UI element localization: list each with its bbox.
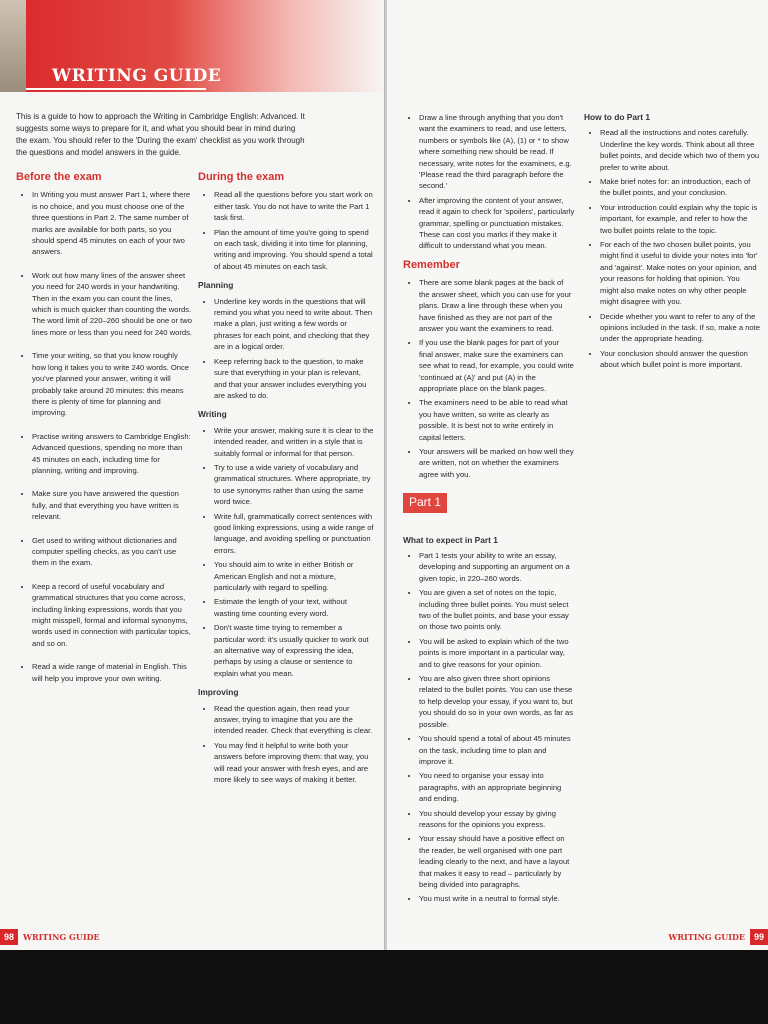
list-item: • You may find it helpful to write both your answers before improving them: that way, you will read your answer with fresh eyes, and are more likely to see ways of making it better. [214,740,374,786]
planning-heading: Planning [198,280,234,291]
right-footer [663,928,768,946]
list-item: • Your introduction could explain why the topic is important, for example, and refer to how the two bullet points relate to the topic. [600,202,760,236]
during-exam-column [198,172,374,789]
intro-paragraph: This is a guide to how to approach the Writing in Cambridge English: Advanced. It suggests some ways to prepare for it, and what you should bear in mind during the exam. You should refer to the 'During the exam' checklist as you work through the questions and model answers in the guide. [16,112,305,157]
howto-heading: How to do Part 1 [584,112,651,122]
continued-list [403,112,575,252]
left-page [0,0,385,950]
footer-label-left: WRITING GUIDE [23,932,100,942]
list-item: • There are some blank pages at the back of the answer sheet, which you can use for your plans. Draw a line through these when you have finished as they are not part of the answer you want the examiners to read. [419,277,575,334]
expect-heading: What to expect in Part 1 [403,534,498,545]
improving-heading: Improving [198,687,239,698]
before-exam-column [16,172,192,696]
list-item: • Time your writing, so that you know roughly how long it takes you to write 240 words. Once you've planned your answer, writing it will probably take around 20 minutes: this means there is plenty of time for planning and improving. [32,350,192,418]
list-item: • You are also given three short opinions related to the bullet points. You can use these to help develop your essay, if you want to, but you should do so in your own words, as far as possible. [419,673,575,730]
list-item: • Draw a line through anything that you don't want the examiners to read, and use letters, numbers or symbols like (A), (1) or * to show where something new should be read. If necessary, write notes for the examiners, e.g. 'Please read the third paragraph before the second.' [419,112,575,192]
list-item: • Estimate the length of your text, without wasting time counting every word. [214,596,374,619]
scan-background [0,950,768,1024]
expect-list [403,550,575,905]
title-underline [26,88,206,90]
list-item: • Write full, grammatically correct sentences with good linking expressions, using a wide range of language, and avoiding spelling or punctuation errors. [214,511,374,557]
list-item: • Your conclusion should answer the question about which bullet point is more important. [600,348,760,371]
list-item: • Write your answer, making sure it is clear to the intended reader, and written in a style that is suitably formal or informal for that person. [214,425,374,459]
list-item: • Don't waste time trying to remember a particular word: it's usually quicker to work out an alternative way of expressing the idea, perhaps by using a clause or sentence to explain what you mean. [214,622,374,679]
list-item: • Get used to writing without dictionaries and computer spelling checks, as you can't use them in the exam. [32,535,192,569]
list-item: • Practise writing answers to Cambridge English: Advanced questions, spending no more than 45 minutes on each, including time for planning, writing and improving. [32,431,192,477]
list-item: • If you use the blank pages for part of your final answer, make sure the examiners can see what to read, for example, you could write 'continued at (A)' and put (A) in the appropriate place on the blank pages. [419,337,575,394]
list-item: • Keep a record of useful vocabulary and grammatical structures that you come across, including linking expressions, words that you might misspell, formal and informal synonyms, words used in connection with particular topics, and so on. [32,581,192,649]
page-number-right: 99 [750,929,768,945]
list-item: • You must write in a neutral to formal style. [419,893,575,904]
list-item: • Read all the instructions and notes carefully. Underline the key words. Think about all three bullet points, and decide which two of them you prefer to write about. [600,127,760,173]
list-item: • In Writing you must answer Part 1, where there is no choice, and you must choose one of the three questions in Part 2. The same number of marks are available for both parts, so you should spend 45 minutes on each of your two answers. [32,189,192,257]
remember-heading: Remember [403,258,460,271]
right-first-column [403,112,575,908]
list-item: • Read all the questions before you start work on either task. You do not have to write the Part 1 task first. [214,189,374,223]
writing-heading: Writing [198,409,227,420]
list-item: • Your essay should have a positive effect on the reader, be well organised with one part leading clearly to the next, and have a layout that makes it easy to read – particularly by being divided into paragraphs. [419,833,575,890]
page-title: WRITING GUIDE [52,66,222,86]
page-number-left: 98 [0,929,18,945]
list-item: • You need to organise your essay into paragraphs, with an appropriate beginning and ending. [419,770,575,804]
list-item: • You will be asked to explain which of the two points is more important in a particular way, and to give reasons for your opinion. [419,636,575,670]
during-exam-list [198,189,374,272]
list-item: • Underline key words in the questions that will remind you what you need to write about. Then make a plan, just writing a few words or phrases for each point, and checking that they are in a logical order. [214,296,374,353]
list-item: • For each of the two chosen bullet points, you might find it useful to divide your notes into 'for' and 'against'. Make notes on your opinion, and your reasons for holding that opinion. You might also make notes on why other people might disagree with you. [600,239,760,307]
list-item: • Your answers will be marked on how well they are written, not on whether the examiners agree with you. [419,446,575,480]
list-item: • Work out how many lines of the answer sheet you need for 240 words in your handwriting. Then in the exam you can count the lines, which is much quicker than counting the words. The word limit of 220–260 should be one or two lines more or less than you need for 240 words. [32,270,192,338]
writing-list [198,425,374,680]
before-exam-heading: Before the exam [16,171,102,183]
right-second-column [584,112,760,374]
list-item: • Part 1 tests your ability to write an essay, developing and supporting an argument on a given topic, in 220–260 words. [419,550,575,584]
left-footer [0,928,105,946]
before-exam-list [16,189,192,684]
howto-list [584,127,760,370]
list-item: • After improving the content of your answer, read it again to check for 'spoilers', particularly grammar, spelling or punctuation mistakes. These can cost you marks if they make it difficult to understand what you mean. [419,195,575,252]
footer-label-right: WRITING GUIDE [668,932,745,942]
during-exam-heading: During the exam [198,171,285,183]
list-item: • The examiners need to be able to read what you have written, so write as clearly as possible. It is best not to write entirely in capital letters. [419,397,575,443]
list-item: • You should spend a total of about 45 minutes on the task, including time to plan and improve it. [419,733,575,767]
list-item: • Keep referring back to the question, to make sure that everything in your plan is relevant, and that your answer includes everything you are asked to do. [214,356,374,402]
list-item: • Decide whether you want to refer to any of the opinions included in the task. If so, make a note under the appropriate heading. [600,311,760,345]
list-item: • You should aim to write in either British or American English and not a mixture, particularly with regard to spelling. [214,559,374,593]
list-item: • Plan the amount of time you're going to spend on each task, dividing it into time for planning, writing and improving. You should spend a total of about 45 minutes on each task. [214,227,374,273]
list-item: • You are given a set of notes on the topic, including three bullet points. You must select two of the bullet points, and base your essay on those two points only. [419,587,575,633]
list-item: • You should develop your essay by giving reasons for the opinions you express. [419,808,575,831]
improving-list [198,703,374,786]
list-item: • Make sure you have answered the question fully, and that everything you have written is relevant. [32,488,192,522]
remember-list [403,277,575,480]
list-item: • Make brief notes for: an introduction, each of the bullet points, and your conclusion. [600,176,760,199]
list-item: • Read the question again, then read your answer, trying to imagine that you are the intended reader. Check that everything is clear. [214,703,374,737]
list-item: • Try to use a wide variety of vocabulary and grammatical structures. Where appropriate, try to use synonyms rather than using the same word twice. [214,462,374,508]
part-1-badge: Part 1 [403,493,447,512]
right-page [387,0,768,950]
header-photo [0,0,26,92]
list-item: • Read a wide range of material in English. This will help you improve your own writing. [32,661,192,684]
planning-list [198,296,374,402]
